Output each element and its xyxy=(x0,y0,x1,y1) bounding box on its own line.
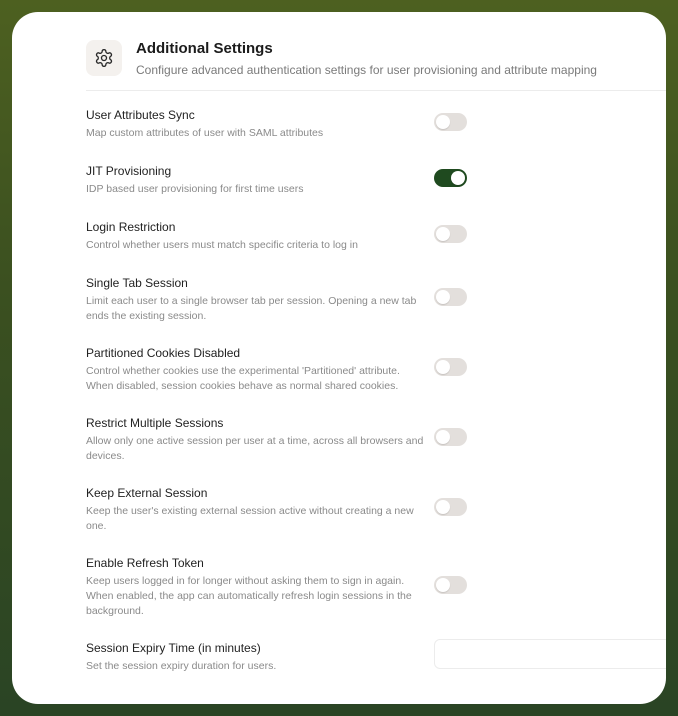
setting-description: Set the session expiry duration for users. xyxy=(86,660,277,672)
setting-row-jit-provisioning xyxy=(86,164,646,197)
toggle-keep-external-session[interactable] xyxy=(434,498,467,516)
setting-row-login-restriction xyxy=(86,220,646,253)
setting-label: JIT Provisioning xyxy=(86,164,172,178)
setting-row-enable-refresh-token xyxy=(86,556,646,619)
toggle-knob xyxy=(436,360,450,374)
setting-description: Allow only one active session per user at a time, across all browsers and devices. xyxy=(86,435,424,462)
session-expiry-input[interactable] xyxy=(434,639,666,669)
setting-label: Login Restriction xyxy=(86,220,176,234)
toggle-knob xyxy=(436,578,450,592)
page-title: Additional Settings xyxy=(136,40,273,57)
setting-label: User Attributes Sync xyxy=(86,108,195,122)
gear-icon xyxy=(86,40,122,76)
setting-label: Restrict Multiple Sessions xyxy=(86,416,224,430)
header-divider xyxy=(86,90,666,91)
setting-description: Map custom attributes of user with SAML attributes xyxy=(86,127,324,139)
setting-description: Control whether cookies use the experimental 'Partitioned' attribute. When disabled, session cookies behave as normal shared cookies. xyxy=(86,365,400,392)
toggle-enable-refresh-token[interactable] xyxy=(434,576,467,594)
setting-label: Enable Refresh Token xyxy=(86,556,204,570)
toggle-knob xyxy=(436,227,450,241)
setting-label: Session Expiry Time (in minutes) xyxy=(86,641,261,655)
toggle-knob xyxy=(436,500,450,514)
toggle-login-restriction[interactable] xyxy=(434,225,467,243)
setting-label: Partitioned Cookies Disabled xyxy=(86,346,241,360)
toggle-knob xyxy=(436,115,450,129)
setting-description: Keep users logged in for longer without asking them to sign in again. When enabled, the app can automatically refresh login sessions in the background. xyxy=(86,575,412,617)
setting-row-restrict-multiple-sessions xyxy=(86,416,646,464)
toggle-single-tab-session[interactable] xyxy=(434,288,467,306)
setting-label: Keep External Session xyxy=(86,486,208,500)
toggle-jit-provisioning[interactable] xyxy=(434,169,467,187)
setting-row-keep-external-session xyxy=(86,486,646,534)
settings-panel xyxy=(12,12,666,704)
page-subtitle: Configure advanced authentication settings for user provisioning and attribute mapping xyxy=(136,63,597,77)
toggle-restrict-multiple-sessions[interactable] xyxy=(434,428,467,446)
settings-header xyxy=(86,40,666,90)
setting-description: Limit each user to a single browser tab per session. Opening a new tab ends the existing session. xyxy=(86,295,417,322)
toggle-user-attributes-sync[interactable] xyxy=(434,113,467,131)
toggle-knob xyxy=(436,430,450,444)
setting-label: Single Tab Session xyxy=(86,276,188,290)
toggle-partitioned-cookies[interactable] xyxy=(434,358,467,376)
toggle-knob xyxy=(451,171,465,185)
setting-row-partitioned-cookies xyxy=(86,346,646,394)
setting-description: Control whether users must match specific criteria to log in xyxy=(86,239,358,251)
setting-description: IDP based user provisioning for first time users xyxy=(86,183,304,195)
setting-row-user-attributes-sync xyxy=(86,108,646,141)
setting-description: Keep the user's existing external session active without creating a new one. xyxy=(86,505,414,532)
toggle-knob xyxy=(436,290,450,304)
setting-row-single-tab-session xyxy=(86,276,646,324)
